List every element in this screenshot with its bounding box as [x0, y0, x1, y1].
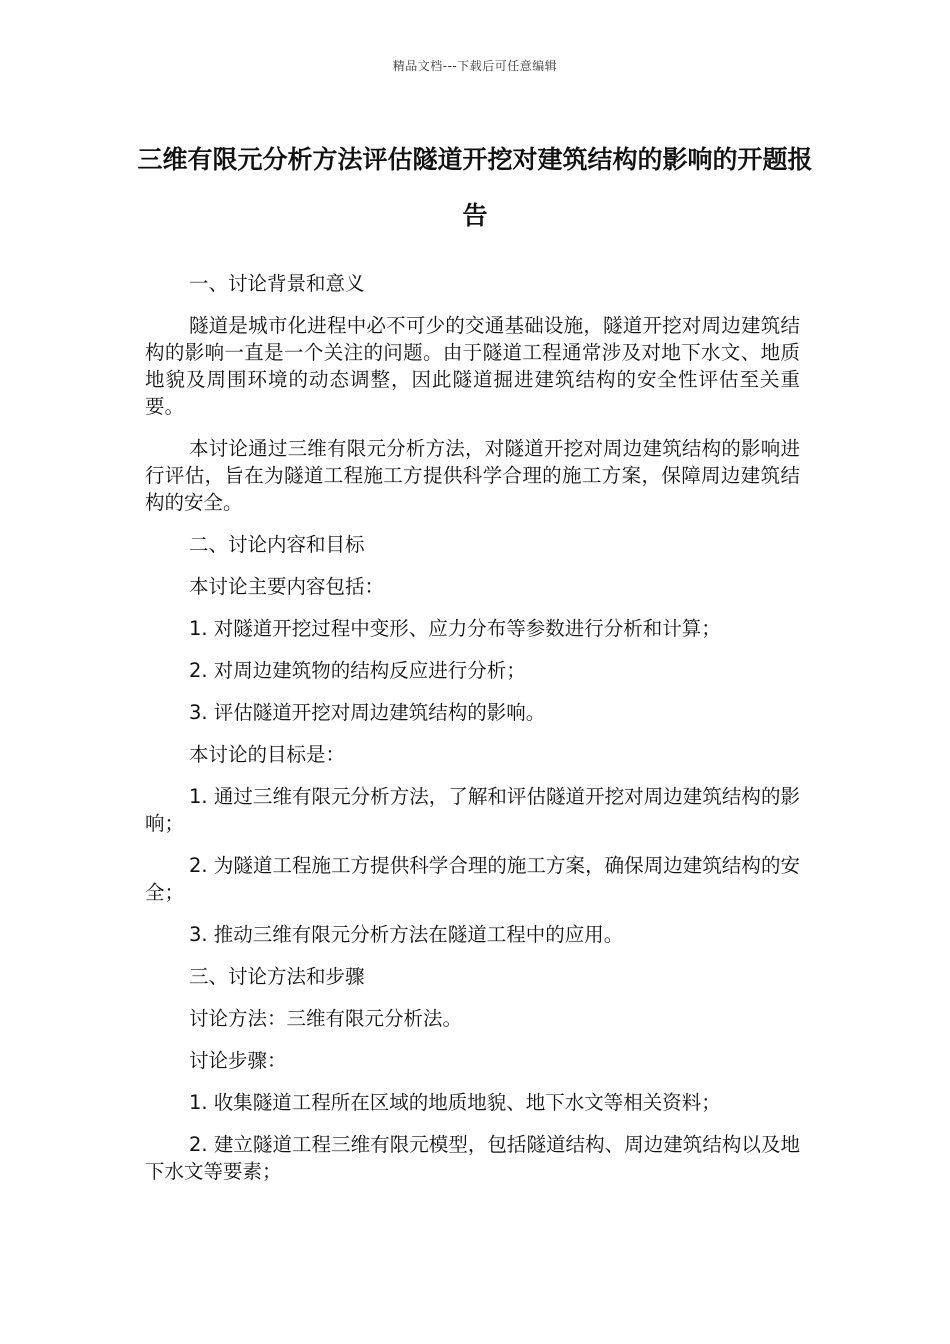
section-heading-content: 二、讨论内容和目标: [189, 533, 365, 556]
paragraph-background: 隧道是城市化进程中必不可少的交通基础设施，隧道开挖对周边建筑结构的影响一直是一个关注的问题。由于隧道工程通常涉及对地下水文、地质地貌及周围环境的动态调整，因此隧道掘进建筑结构的安全性评估至关重要。: [145, 314, 800, 418]
paragraph-steps-intro: 讨论步骤：: [189, 1049, 287, 1072]
list-item: 2. 对周边建筑物的结构反应进行分析；: [189, 659, 526, 682]
list-item: 2. 建立隧道工程三维有限元模型，包括隧道结构、周边建筑结构以及地下水文等要素；: [145, 1133, 800, 1183]
document-body: [145, 270, 800, 1200]
list-item: 1. 对隧道开挖过程中变形、应力分布等参数进行分析和计算；: [189, 617, 721, 640]
list-item: 1. 收集隧道工程所在区域的地质地貌、地下水文等相关资料；: [189, 1091, 721, 1114]
section-heading-method: 三、讨论方法和步骤: [189, 965, 365, 988]
list-item: 1. 通过三维有限元分析方法，了解和评估隧道开挖对周边建筑结构的影响；: [145, 785, 800, 835]
document-title: 三维有限元分析方法评估隧道开挖对建筑结构的影响的开题报告: [137, 145, 813, 230]
list-item: 3. 评估隧道开挖对周边建筑结构的影响。: [189, 701, 546, 724]
list-item: 3. 推动三维有限元分析方法在隧道工程中的应用。: [189, 923, 624, 946]
page-header: 精品文档---下载后可任意编辑: [392, 59, 558, 73]
paragraph-content-intro: 本讨论主要内容包括：: [189, 575, 385, 598]
paragraph-method: 讨论方法：三维有限元分析法。: [189, 1007, 463, 1030]
paragraph-goals-intro: 本讨论的目标是：: [189, 743, 346, 766]
list-item: 2. 为隧道工程施工方提供科学合理的施工方案，确保周边建筑结构的安全；: [145, 854, 800, 904]
paragraph-purpose: 本讨论通过三维有限元分析方法，对隧道开挖对周边建筑结构的影响进行评估，旨在为隧道工程施工方提供科学合理的施工方案，保障周边建筑结构的安全。: [145, 437, 800, 514]
section-heading-background: 一、讨论背景和意义: [189, 272, 365, 295]
